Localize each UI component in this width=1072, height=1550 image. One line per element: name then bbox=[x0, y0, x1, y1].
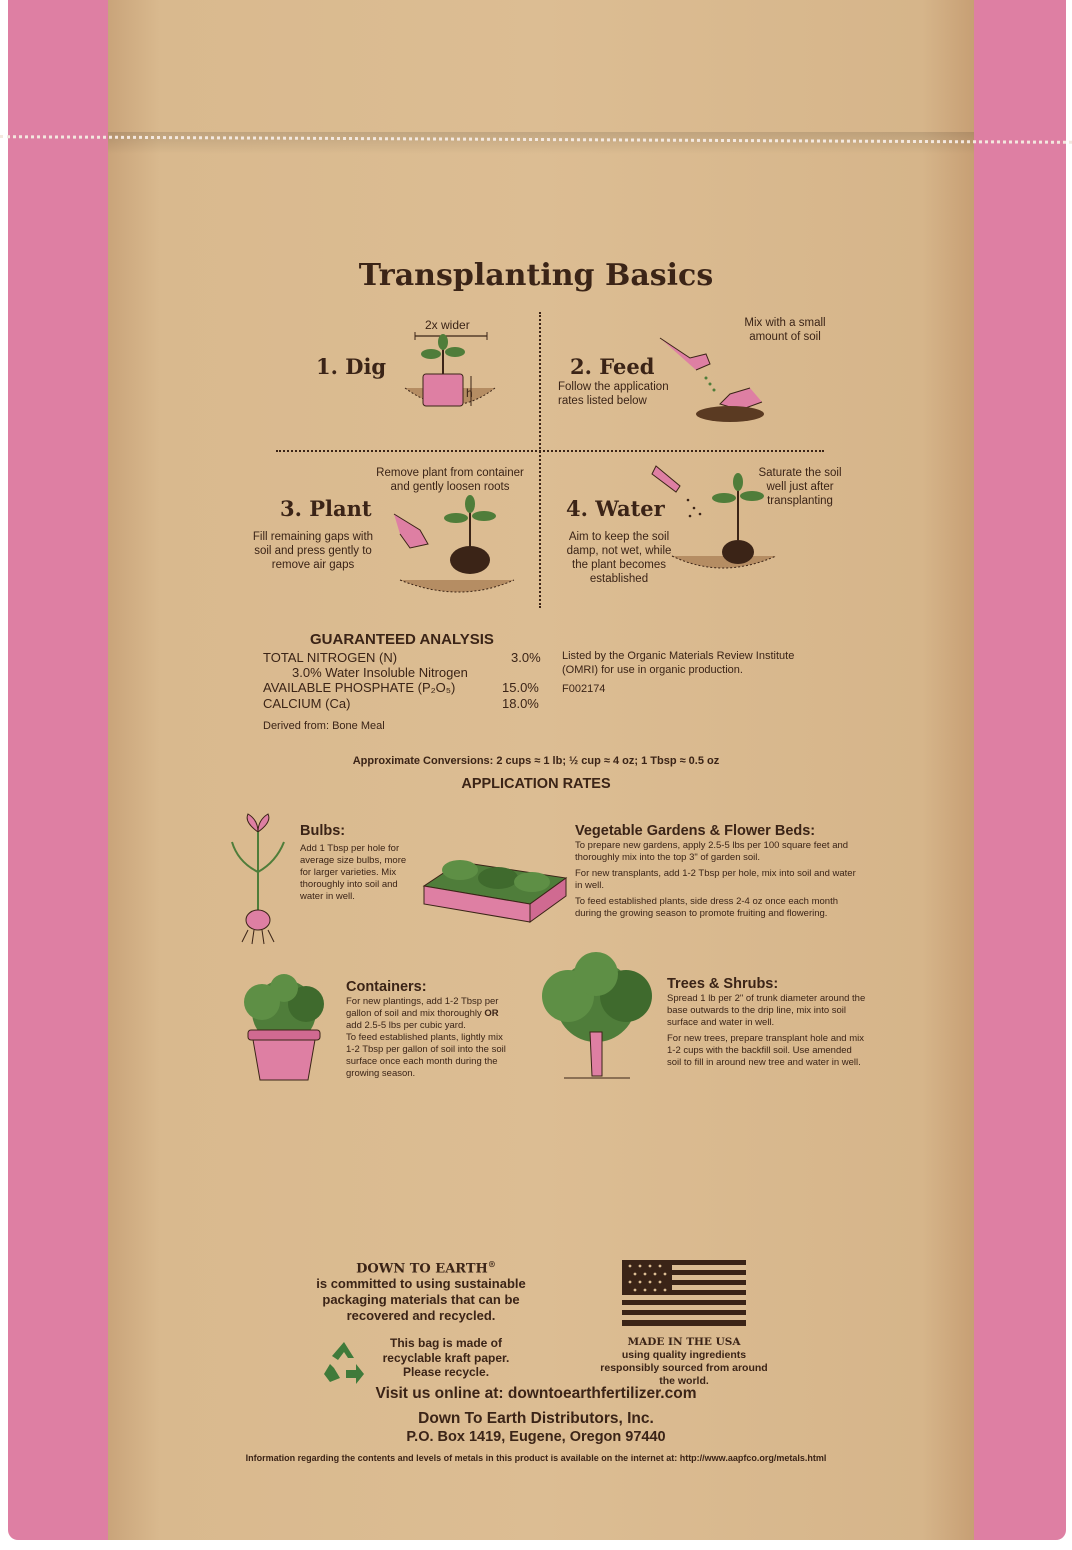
sustainability-statement: is committed to using sustainable packaging materials that can be recovered and recycled. bbox=[316, 1276, 526, 1323]
trees-heading: Trees & Shrubs: bbox=[667, 976, 779, 992]
analysis-row-value: 3.0% bbox=[511, 650, 541, 665]
rates-heading: APPLICATION RATES bbox=[461, 776, 611, 792]
us-flag-icon bbox=[622, 1260, 746, 1326]
vertical-divider bbox=[539, 312, 541, 608]
tree-illustration bbox=[534, 952, 658, 1084]
trees-text-2: For new trees, prepare transplant hole and mix 1-2 cups with the backfill soil. Use amended soil to fill in around new tree and water in well. bbox=[667, 1033, 864, 1068]
vegetable-text-3: To feed established plants, side dress 2-4 oz once each month during the growing season to promote fruiting and flowering. bbox=[575, 896, 838, 919]
step-plant-label: 3. Plant bbox=[280, 496, 372, 521]
water-callout: Saturate the soil well just after transplanting bbox=[758, 467, 842, 507]
step-dig-label: 1. Dig bbox=[316, 354, 387, 379]
containers-or: OR bbox=[484, 1008, 499, 1019]
derived-from: Derived from: Bone Meal bbox=[263, 720, 385, 732]
plant-illustration bbox=[390, 494, 520, 604]
recycle-note: This bag is made of recyclable kraft paper. Please recycle. bbox=[382, 1336, 510, 1379]
raised-bed-illustration bbox=[420, 826, 570, 926]
company-address: P.O. Box 1419, Eugene, Oregon 97440 bbox=[406, 1429, 666, 1445]
containers-text-1a: For new plantings, add 1-2 Tbsp per gallon of soil and mix thoroughly bbox=[346, 996, 499, 1019]
bulb-illustration bbox=[228, 812, 288, 952]
horizontal-divider bbox=[276, 450, 824, 452]
vegetable-text-2: For new transplants, add 1-2 Tbsp per hole, mix into soil and water in well. bbox=[575, 868, 856, 891]
metals-notice: Information regarding the contents and levels of metals in this product is available on the internet at: http://www.aapfco.org/metals.html bbox=[245, 1453, 827, 1463]
step-feed-label: 2. Feed bbox=[570, 354, 655, 379]
bag-seam-shadow bbox=[108, 132, 974, 154]
omri-code: F002174 bbox=[562, 683, 606, 695]
website-line: Visit us online at: downtoearthfertilizer.com bbox=[375, 1385, 697, 1402]
trees-text-1: Spread 1 lb per 2" of trunk diameter around the base outwards to the drip line, mix into soil surface and water in well. bbox=[667, 993, 866, 1028]
containers-heading: Containers: bbox=[346, 979, 427, 995]
vegetable-heading: Vegetable Gardens & Flower Beds: bbox=[575, 823, 816, 839]
made-in-usa-heading: MADE IN THE USA bbox=[627, 1336, 741, 1348]
vegetable-text-1: To prepare new gardens, apply 2.5-5 lbs per 100 square feet and thoroughly mix into the top 3" of garden soil. bbox=[575, 840, 849, 863]
plant-callout: Remove plant from container and gently loosen roots bbox=[376, 467, 524, 493]
brand-name bbox=[310, 1259, 542, 1276]
recycle-icon bbox=[318, 1338, 370, 1386]
bulbs-text: Add 1 Tbsp per hole for average size bulbs, more for larger varieties. Mix thoroughly into soil and water in well. bbox=[300, 843, 407, 902]
analysis-row-name: TOTAL NITROGEN (N) bbox=[263, 650, 398, 665]
dig-height-annotation: h bbox=[466, 386, 473, 400]
analysis-row-name: 3.0% Water Insoluble Nitrogen bbox=[292, 665, 468, 680]
containers-text-1b: add 2.5-5 lbs per cubic yard. bbox=[346, 1020, 466, 1031]
plant-note: Fill remaining gaps with soil and press gently to remove air gaps bbox=[252, 531, 374, 571]
registered-mark: ® bbox=[487, 1259, 496, 1269]
analysis-row-name: CALCIUM (Ca) bbox=[263, 696, 351, 711]
feed-callout: Mix with a small amount of soil bbox=[744, 317, 826, 343]
feed-illustration bbox=[650, 318, 770, 428]
step-water-label: 4. Water bbox=[566, 496, 665, 521]
brand-name-text: DOWN TO EARTH bbox=[356, 1261, 488, 1277]
containers-text-2: To feed established plants, lightly mix 1-2 Tbsp per gallon of soil into the soil surface once each month during the growing season. bbox=[346, 1032, 506, 1079]
analysis-row-value: 15.0% bbox=[502, 680, 539, 695]
conversions-line: Approximate Conversions: 2 cups ≈ 1 lb; ½ cup ≈ 4 oz; 1 Tbsp ≈ 0.5 oz bbox=[352, 755, 720, 767]
made-in-usa-text: using quality ingredients responsibly sourced from around the world. bbox=[600, 1349, 768, 1387]
analysis-heading: GUARANTEED ANALYSIS bbox=[310, 631, 494, 648]
omri-listing: Listed by the Organic Materials Review Institute (OMRI) for use in organic production. bbox=[562, 650, 795, 676]
container-plant-illustration bbox=[228, 972, 340, 1084]
dig-width-annotation: 2x wider bbox=[425, 318, 470, 332]
bulbs-heading: Bulbs: bbox=[300, 823, 346, 839]
water-illustration bbox=[652, 456, 782, 586]
company-name: Down To Earth Distributors, Inc. bbox=[418, 1410, 654, 1427]
water-note: Aim to keep the soil damp, not wet, while the plant becomes established bbox=[566, 531, 672, 585]
containers-text-1 bbox=[346, 996, 511, 1032]
feed-note: Follow the application rates listed below bbox=[558, 381, 669, 407]
dig-illustration bbox=[395, 330, 505, 440]
page-title: Transplanting Basics bbox=[358, 258, 714, 293]
analysis-row-name: AVAILABLE PHOSPHATE (P₂O₅) bbox=[263, 680, 456, 695]
analysis-row-value: 18.0% bbox=[502, 696, 539, 711]
